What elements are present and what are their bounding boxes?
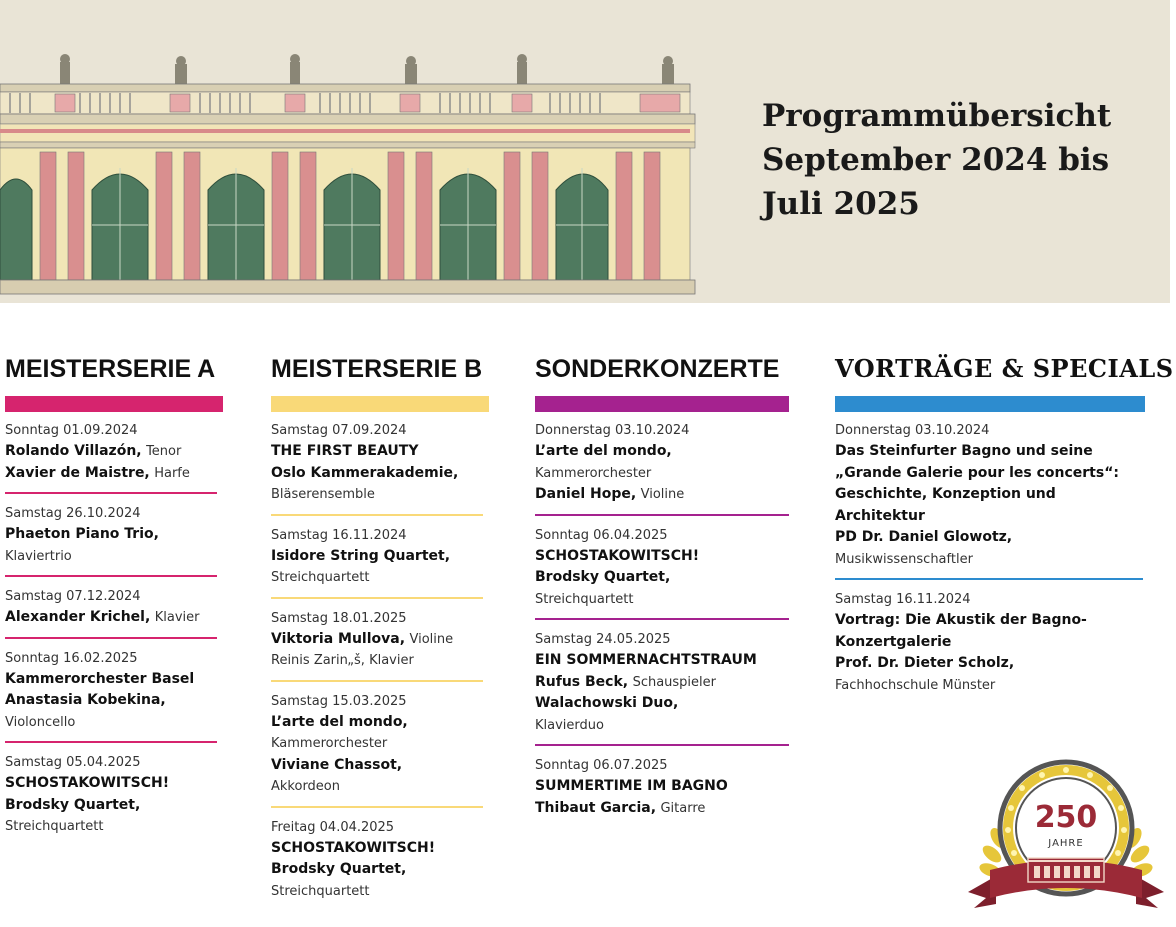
performer-name: Rufus Beck, — [535, 673, 629, 690]
performer-name: Prof. Dr. Dieter Scholz, — [835, 655, 1015, 671]
performer-name: PD Dr. Daniel Glowotz, — [835, 529, 1013, 545]
column-heading: MEISTERSERIE A — [5, 355, 216, 383]
event-date: Samstag 16.11.2024 — [271, 527, 407, 543]
event-date: Sonntag 16.02.2025 — [5, 650, 138, 666]
event-entry — [271, 689, 483, 808]
performer-role: Bläserensemble — [271, 487, 375, 502]
event-line — [535, 715, 789, 737]
performer-name: Phaeton Piano Trio, — [5, 526, 159, 542]
program-column — [535, 352, 789, 834]
performer-name: SCHOSTAKOWITSCH! — [5, 775, 170, 791]
performer-role: Kammerorchester — [535, 465, 652, 481]
event-date: Samstag 07.09.2024 — [271, 423, 407, 438]
column-color-bar — [5, 396, 223, 412]
event-line — [835, 463, 1143, 485]
event-line — [835, 632, 1145, 654]
event-date: Samstag 07.12.2024 — [5, 589, 141, 604]
event-entry — [271, 523, 483, 599]
event-line — [271, 712, 483, 734]
event-entry — [5, 418, 217, 494]
performer-role: Klavierduo — [535, 717, 604, 733]
program-column — [5, 352, 223, 853]
performer-name: Geschichte, Konzeption und — [835, 486, 1056, 502]
event-date: Freitag 04.04.2025 — [271, 819, 395, 835]
performer-role: Violine — [640, 487, 685, 502]
event-entry — [835, 418, 1143, 580]
event-date: Samstag 26.10.2024 — [5, 506, 141, 521]
event-line — [5, 712, 217, 734]
event-line — [835, 441, 1143, 463]
performer-name: Brodsky Quartet, — [535, 569, 671, 585]
performer-role: Violine — [409, 631, 454, 647]
event-line — [271, 463, 483, 485]
event-line — [271, 755, 483, 777]
event-entry — [5, 646, 217, 744]
event-line — [835, 675, 1145, 697]
badge-number: 250 — [1034, 800, 1098, 835]
event-line — [5, 524, 217, 546]
performer-name: EIN SOMMERNACHTSTRAUM — [535, 652, 757, 668]
title-line: Programmübersicht — [762, 98, 1112, 134]
badge-word: JAHRE — [1048, 838, 1084, 849]
performer-name: Vortrag: Die Akustik der Bagno- — [835, 612, 1087, 628]
event-line — [835, 549, 1143, 571]
event-line — [835, 484, 1143, 506]
performer-role: Reinis Zarin„š, Klavier — [271, 653, 414, 668]
performer-name: Viviane Chassot, — [271, 756, 403, 773]
event-line — [271, 881, 489, 903]
building-facade-illustration — [0, 50, 700, 300]
event-date: Samstag 15.03.2025 — [271, 693, 407, 709]
performer-role: Kammerorchester — [271, 736, 388, 751]
performer-role: Streichquartett — [271, 570, 370, 585]
performer-name: „Grande Galerie pour les concerts“: — [835, 464, 1119, 481]
performer-name: Rolando Villazón, — [5, 443, 142, 459]
performer-name: Walachowski Duo, — [535, 695, 679, 711]
event-date: Samstag 16.11.2024 — [835, 592, 971, 607]
performer-name: Brodsky Quartet, — [5, 796, 141, 813]
event-line — [271, 567, 483, 589]
event-entry — [535, 418, 789, 516]
event-date: Sonntag 01.09.2024 — [5, 423, 138, 438]
performer-role: Klavier — [154, 610, 200, 625]
performer-name: SUMMERTIME IM BAGNO — [535, 778, 728, 794]
event-line — [535, 589, 789, 611]
event-date: Samstag 18.01.2025 — [271, 610, 407, 626]
event-line — [271, 650, 483, 672]
column-heading: MEISTERSERIE B — [271, 355, 483, 383]
performer-name: Kammerorchester Basel — [5, 670, 195, 687]
performer-name: Viktoria Mullova, — [271, 630, 406, 647]
column-color-bar — [271, 396, 489, 412]
event-line — [835, 527, 1143, 549]
performer-role: Musikwissenschaftler — [835, 551, 973, 567]
performer-name: Daniel Hope, — [535, 486, 637, 502]
performer-role: Tenor — [146, 444, 182, 459]
event-entry — [271, 815, 489, 911]
performer-name: Thibaut Garcia, — [535, 799, 657, 816]
event-line — [835, 610, 1145, 632]
performer-name: Oslo Kammerakademie, — [271, 464, 459, 481]
event-line — [535, 776, 789, 798]
performer-role: Streichquartett — [535, 591, 634, 607]
performer-role: Gitarre — [660, 800, 706, 816]
performer-name: Konzertgalerie — [835, 633, 952, 650]
event-line — [5, 607, 217, 629]
event-line — [5, 773, 223, 795]
program-column — [271, 352, 489, 917]
performer-name: Xavier de Maistre, — [5, 464, 150, 481]
event-line — [535, 484, 789, 506]
event-date: Sonntag 06.07.2025 — [535, 758, 668, 773]
event-date: Sonntag 06.04.2025 — [535, 527, 668, 543]
event-line — [535, 546, 789, 568]
event-line — [535, 798, 789, 820]
event-line — [5, 669, 217, 691]
performer-name: THE FIRST BEAUTY — [271, 443, 419, 459]
event-line — [271, 484, 483, 506]
performer-name: Anastasia Kobekina, — [5, 692, 166, 708]
performer-role: Klaviertrio — [5, 548, 72, 564]
event-line — [535, 650, 789, 672]
event-line — [535, 693, 789, 715]
header-banner — [0, 0, 1170, 303]
event-entry — [535, 523, 789, 621]
performer-name: L’arte del mondo, — [271, 713, 408, 730]
performer-name: Isidore String Quartet, — [271, 547, 451, 564]
performer-name: L’arte del mondo, — [535, 443, 672, 459]
event-line — [271, 859, 489, 881]
event-line — [835, 506, 1143, 528]
event-line — [5, 546, 217, 568]
event-date: Donnerstag 03.10.2024 — [535, 423, 690, 438]
event-line — [535, 567, 789, 589]
event-entry — [535, 753, 789, 827]
event-entry — [5, 584, 217, 639]
performer-role: Schauspieler — [632, 674, 716, 690]
program-column — [835, 352, 1174, 711]
column-heading: VORTRÄGE & SPECIALS — [835, 354, 1174, 383]
column-heading: SONDERKONZERTE — [535, 355, 780, 383]
column-color-bar — [835, 396, 1145, 412]
title-line: Juli 2025 — [762, 186, 920, 222]
performer-name: SCHOSTAKOWITSCH! — [535, 547, 700, 564]
event-date: Samstag 24.05.2025 — [535, 632, 671, 647]
event-line — [535, 672, 789, 694]
event-line — [5, 441, 217, 463]
event-entry — [835, 587, 1145, 704]
performer-role: Akkordeon — [271, 779, 340, 794]
performer-role: Harfe — [154, 465, 190, 481]
performer-role: Fachhochschule Münster — [835, 677, 996, 693]
event-entry — [535, 627, 789, 746]
performer-name: SCHOSTAKOWITSCH! — [271, 839, 436, 856]
event-line — [271, 733, 483, 755]
event-line — [271, 776, 483, 798]
event-line — [535, 463, 789, 485]
page-title — [762, 94, 1162, 226]
event-line — [5, 795, 223, 817]
event-line — [271, 838, 489, 860]
event-entry — [271, 606, 483, 682]
performer-role: Violoncello — [5, 714, 76, 730]
title-line: September 2024 bis — [762, 142, 1110, 178]
event-entry — [5, 501, 217, 577]
performer-role: Streichquartett — [271, 883, 370, 899]
event-line — [835, 653, 1145, 675]
event-line — [271, 629, 483, 651]
event-date: Donnerstag 03.10.2024 — [835, 423, 990, 438]
event-line — [535, 441, 789, 463]
column-color-bar — [535, 396, 789, 412]
performer-name: Architektur — [835, 507, 925, 524]
event-line — [5, 690, 217, 712]
performer-name: Alexander Krichel, — [5, 609, 151, 625]
event-line — [5, 816, 223, 838]
anniversary-badge — [966, 758, 1166, 918]
event-line — [271, 546, 483, 568]
performer-name: Brodsky Quartet, — [271, 861, 407, 877]
event-date: Samstag 05.04.2025 — [5, 755, 141, 770]
event-entry — [271, 418, 483, 516]
event-entry — [5, 750, 223, 846]
performer-role: Streichquartett — [5, 819, 104, 834]
performer-name: Das Steinfurter Bagno und seine — [835, 443, 1093, 459]
event-line — [271, 441, 483, 463]
event-line — [5, 463, 217, 485]
